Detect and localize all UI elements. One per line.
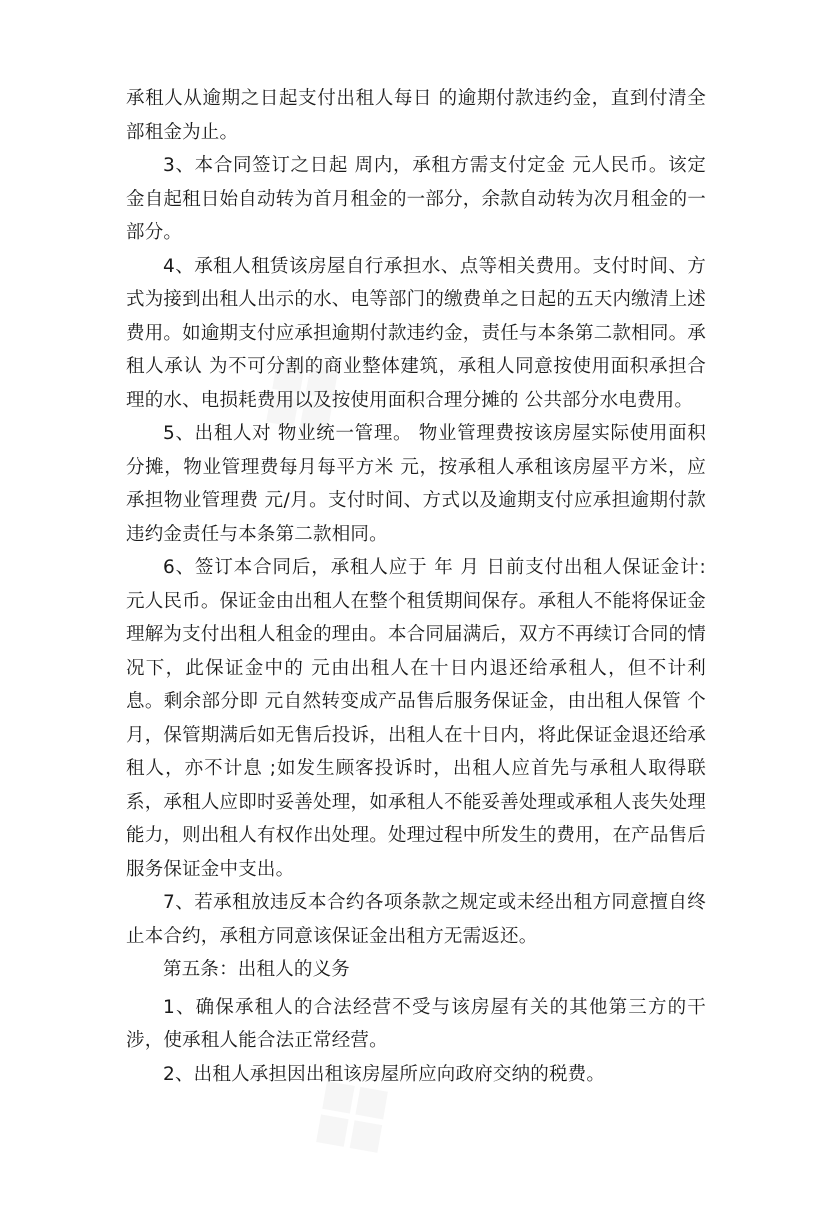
paragraph-property-management: 5、出租人对 物业统一管理。 物业管理费按该房屋实际使用面积分摊，物业管理费每月每平方米 元，按承租人承租该房屋平方米，应承担物业管理费 元/月。支付时间、方式以及逾期支付应承担逾期付款违约金责任与本条第二款相同。 [126,423,706,545]
paragraph-breach: 7、若承租放违反本合约各项条款之规定或未经出租方同意擅自终止本合约，承租方同意该保证金出租方无需返还。 [126,892,706,947]
section-heading-lessor-obligations: 第五条：出租人的义务 [163,959,351,980]
paragraph-security-deposit: 6、签订本合同后，承租人应于 年 月 日前支付出租人保证金计: 元人民币。保证金由出租人在整个租赁期间保存。承租人不能将保证金理解为支付出租人租金的理由。本合同届满后，双方不再续订合同的情况下，此保证金中的 元由出租人在十日内退还给承租人，但不计利息。剩余部分即 元自然转变成产品售后服务保证金，由出租人保管 个月，保管期满后如无售后投诉，出租人在十日内，将此保证金退还给承租人，亦不计息 ;如发生顾客投诉时，出租人应首先与承租人取得联系，承租人应即时妥善处理，如承租人不能妥善处理或承租人丧失处理能力，则出租人有权作出处理。处理过程中所发生的费用，在产品售后服务保证金中支出。 [126,557,706,880]
obligation-item: 1、确保承租人的合法经营不受与该房屋有关的其他第三方的干涉，使承租人能合法正常经营。 [126,996,706,1051]
paragraph-utilities: 4、承租人租赁该房屋自行承担水、点等相关费用。支付时间、方式为接到出租人出示的水、电等部门的缴费单之日起的五天内缴清上述费用。如逾期支付应承担逾期付款违约金，责任与本条第二款相同。承租人承认 为不可分割的商业整体建筑，承租人同意按使用面积承担合理的水、电损耗费用以及按使用面积合理分摊的 公共部分水电费用。 [126,255,706,411]
obligation-item: 2、出租人承担因出租该房屋所应向政府交纳的税费。 [163,1063,606,1085]
document-body [126,82,706,1091]
paragraph-deposit: 3、本合同签订之日起 周内，承租方需支付定金 元人民币。该定金自起租日始自动转为首月租金的一部分，余款自动转为次月租金的一部分。 [126,155,706,243]
paragraph-overdue-penalty: 承租人从逾期之日起支付出租人每日 的逾期付款违约金，直到付清全部租金为止。 [126,88,706,143]
